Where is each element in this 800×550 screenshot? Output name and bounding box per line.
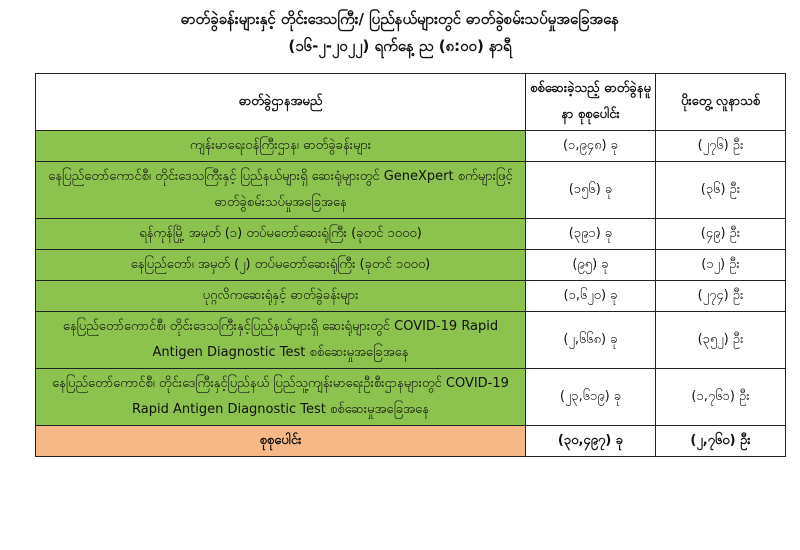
total-label-cell: စုစုပေါင်း <box>36 426 526 457</box>
tested-cell: (၁,၉၄၈) ခု <box>526 131 656 162</box>
lab-name-cell: နေပြည်တော်ကောင်စီ၊ တိုင်းဒေသကြီးနှင့် ပြည်နယ်များရှိ ဆေးရုံများတွင် GeneXpert စက်များဖြင့် ဓာတ်ခွဲစမ်းသပ်မှုအခြေအနေ <box>36 162 526 219</box>
column-header-positive: ပိုးတွေ့ လူနာသစ် <box>656 74 786 131</box>
lab-name-cell: ပုဂ္ဂလိကဆေးရုံနှင့် ဓာတ်ခွဲခန်းများ <box>36 281 526 312</box>
table-header-row <box>36 74 786 131</box>
testing-table <box>35 73 786 457</box>
tested-cell: (၉၅) ခု <box>526 250 656 281</box>
lab-name-cell: နေပြည်တော်၊ အမှတ် (၂) တပ်မတော်ဆေးရုံကြီး (ခုတင် ၁၀၀၀) <box>36 250 526 281</box>
table-row <box>36 131 786 162</box>
positive-cell: (၃၅၂) ဦး <box>656 312 786 369</box>
table-row <box>36 369 786 426</box>
positive-cell: (၂၇၆) ဦး <box>656 131 786 162</box>
tested-cell: (၃၉၁) ခု <box>526 219 656 250</box>
table-row <box>36 219 786 250</box>
total-row <box>36 426 786 457</box>
tested-cell: (၂၃,၆၁၉) ခု <box>526 369 656 426</box>
lab-name-cell: နေပြည်တော်ကောင်စီ၊ တိုင်းဒေကြီးနှင့်ပြည်နယ် ပြည်သူ့ကျန်းမာရေးဦးစီးဌာနများတွင် COVID-19 Rapid Antigen Diagnostic Test စစ်ဆေးမှုအခြေအနေ <box>36 369 526 426</box>
positive-cell: (၃၆) ဦး <box>656 162 786 219</box>
column-header-lab-name: ဓာတ်ခွဲဌာနအမည် <box>36 74 526 131</box>
table-row <box>36 162 786 219</box>
positive-cell: (၁၂) ဦး <box>656 250 786 281</box>
tested-cell: (၁၅၆) ခု <box>526 162 656 219</box>
table-row <box>36 312 786 369</box>
tested-cell: (၁,၆၂၀) ခု <box>526 281 656 312</box>
positive-cell: (၂၇၄) ဦး <box>656 281 786 312</box>
total-positive-cell: (၂,၇၆၀) ဦး <box>656 426 786 457</box>
lab-name-cell: ရန်ကုန်မြို့ အမှတ် (၁) တပ်မတော်ဆေးရုံကြီး (ခုတင် ၁၀၀၀) <box>36 219 526 250</box>
tested-cell: (၂,၆၆၈) ခု <box>526 312 656 369</box>
total-tested-cell: (၃၀,၄၉၇) ခု <box>526 426 656 457</box>
positive-cell: (၄၉) ဦး <box>656 219 786 250</box>
table-row <box>36 281 786 312</box>
table-row <box>36 250 786 281</box>
report-date: (၁၆-၂-၂၀၂၂) ရက်နေ့ ည (၈:၀၀) နာရီ <box>288 37 512 55</box>
column-header-tested: စစ်ဆေးခဲ့သည့် ဓာတ်ခွဲနမူနာ စုစုပေါင်း <box>526 74 656 131</box>
lab-name-cell: ကျန်းမာရေးဝန်ကြီးဌာန၊ ဓာတ်ခွဲခန်းများ <box>36 131 526 162</box>
lab-name-cell: နေပြည်တော်ကောင်စီ၊ တိုင်းဒေသကြီးနှင့်ပြည်နယ်များရှိ ဆေးရုံများတွင် COVID-19 Rapid Antigen Diagnostic Test စစ်ဆေးမှုအခြေအနေ <box>36 312 526 369</box>
report-title: ဓာတ်ခွဲခန်းများနှင့် တိုင်းဒေသကြီး/ ပြည်နယ်များတွင် ဓာတ်ခွဲစမ်းသပ်မှုအခြေအနေ <box>180 10 620 28</box>
positive-cell: (၁,၇၆၁) ဦး <box>656 369 786 426</box>
